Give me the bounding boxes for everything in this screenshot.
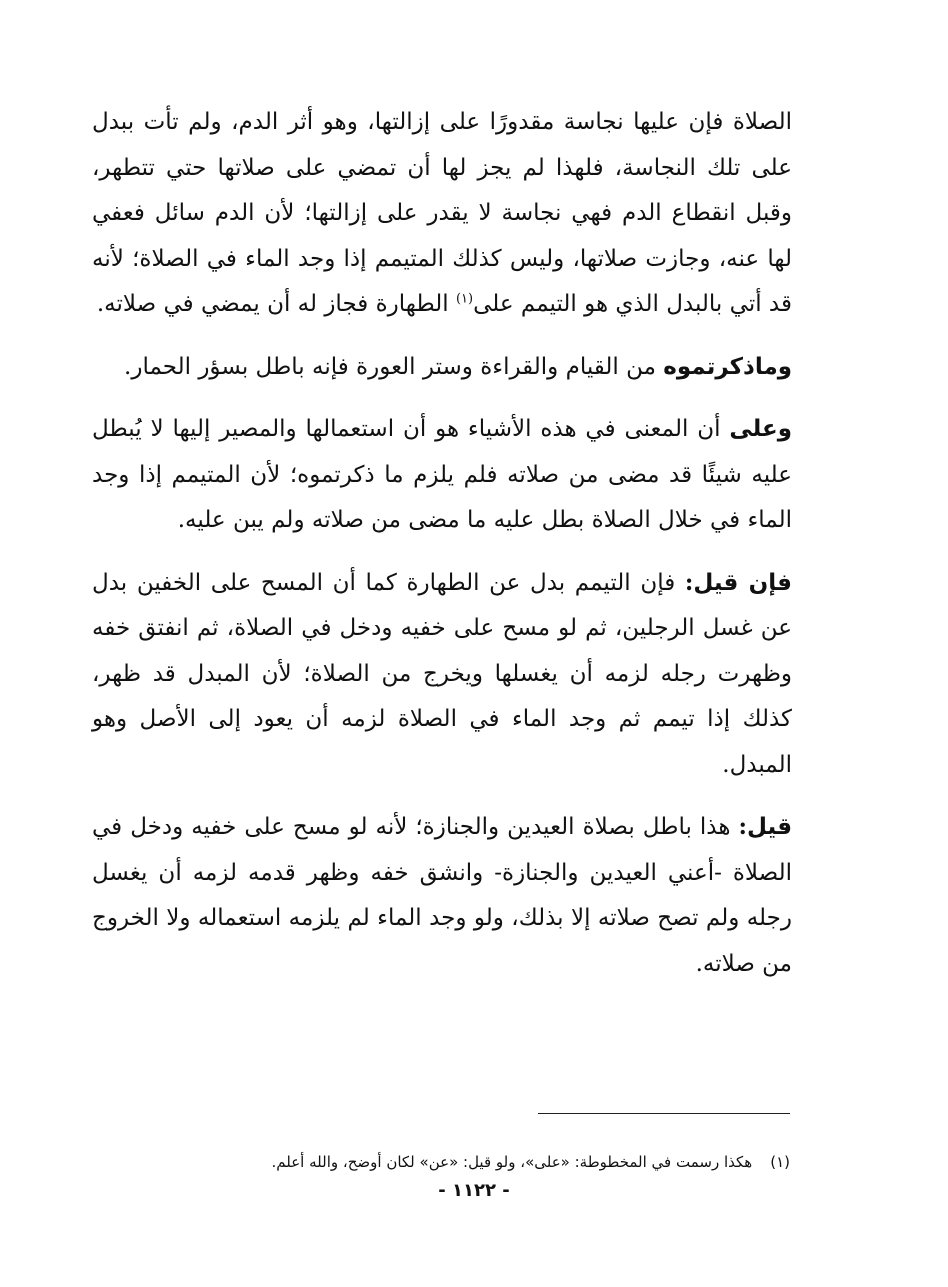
paragraph-3-text: أن المعنى في هذه الأشياء هو أن استعمالها والمصير إليها لا يُبطل عليه شيئًا قد مضى من صلاته فلم يلزم ما ذكرتموه؛ لأن المتيمم إذا وجد الماء في خلال الصلاة بطل عليه ما مضى من صلاته ولم يبن عليه. xyxy=(92,416,792,533)
paragraph-5-text: هذا باطل بصلاة العيدين والجنازة؛ لأنه لو مسح على خفيه ودخل في الصلاة -أعني العيدين والجنازة- وانشق خفه وظهر قدمه لزمه أن يغسل رجله ولم تصح صلاته إلا بذلك، ولو وجد الماء لم يلزمه استعماله ولا الخروج من صلاته. xyxy=(92,814,792,977)
paragraph-5 xyxy=(92,804,792,987)
page-number: - ١١٢٢ - xyxy=(438,1180,510,1201)
paragraph-5-lead: قيل: xyxy=(738,813,792,840)
main-text xyxy=(92,100,792,987)
footnote-reference: (١) xyxy=(455,291,474,307)
footnote-divider xyxy=(538,1113,790,1114)
paragraph-1 xyxy=(92,100,792,328)
paragraph-2-text: من القيام والقراءة وستر العورة فإنه باطل بسؤر الحمار. xyxy=(124,353,664,380)
paragraph-2 xyxy=(92,344,792,391)
footnote-number: (١) xyxy=(770,1153,790,1171)
paragraph-2-lead: وماذكرتموه xyxy=(663,352,792,380)
paragraph-4-lead: فإن قيل: xyxy=(684,568,792,596)
paragraph-4 xyxy=(92,560,792,789)
paragraph-1-text: الصلاة فإن عليها نجاسة مقدورًا على إزالتها، وهو أثر الدم، ولم تأت ببدل على تلك النجاسة، فلهذا لم يجز لها أن تمضي على صلاتها حتي تتطهر، وقبل انقطاع الدم فهي نجاسة لا يقدر على إزالتها؛ لأن الدم سائل فعفي لها عنه، وجازت صلاتها، وليس كذلك المتيمم إذا وجد الماء في الصلاة؛ لأنه قد أتي بالبدل الذي هو التيمم على xyxy=(92,109,792,317)
footnote-text: هكذا رسمت في المخطوطة: «على»، ولو قيل: «عن» لكان أوضح، والله أعلم. xyxy=(271,1153,753,1171)
paragraph-4-text: فإن التيمم بدل عن الطهارة كما أن المسح على الخفين بدل عن غسل الرجلين، ثم لو مسح على خفيه ودخل في الصلاة، ثم انفتق خفه وظهرت رجله لزمه أن يغسلها ويخرج من الصلاة؛ لأن المبدل قد ظهر، كذلك إذا تيمم ثم وجد الماء في الصلاة لزمه أن يعود إلى الأصل وهو المبدل. xyxy=(92,569,792,778)
footnote xyxy=(150,1150,790,1174)
paragraph-3 xyxy=(92,406,792,544)
paragraph-1-tail: الطهارة فجاز له أن يمضي في صلاته. xyxy=(96,291,456,317)
paragraph-3-lead: وعلى xyxy=(729,415,792,442)
